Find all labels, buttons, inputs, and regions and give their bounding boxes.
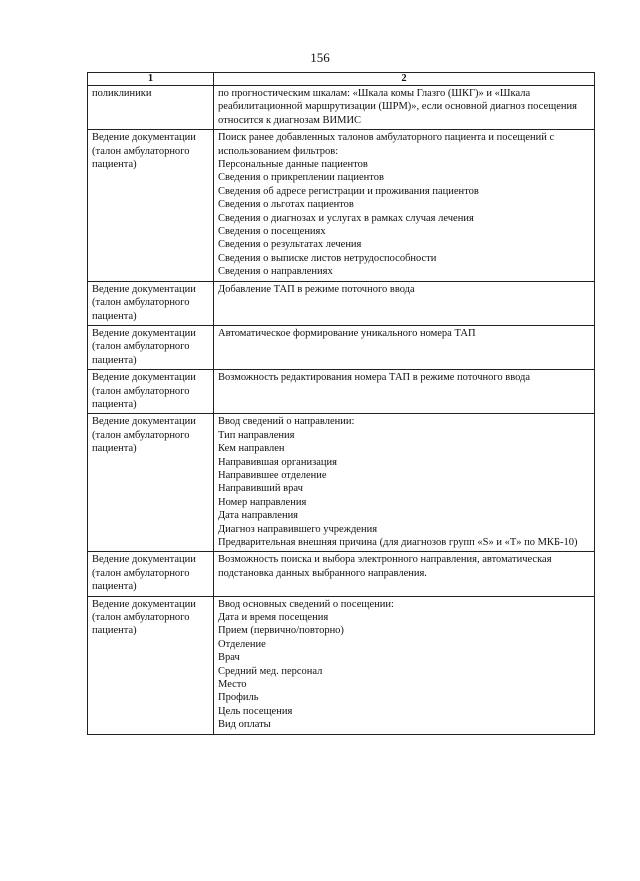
description-line: Сведения о посещениях — [218, 226, 326, 238]
table-row — [88, 281, 595, 325]
description-line: Персональные данные пациентов — [218, 159, 368, 171]
description-cell — [214, 552, 595, 596]
function-text: Ведение документации (талон амбулаторного пациента) — [92, 598, 196, 637]
column-header-1: 1 — [88, 73, 214, 86]
description-line: Возможность редактирования номера ТАП в режиме поточного ввода — [218, 372, 531, 384]
page-number: 156 — [310, 50, 330, 65]
function-cell — [88, 130, 214, 281]
function-cell — [88, 414, 214, 552]
description-line: Сведения о прикреплении пациентов — [218, 172, 384, 184]
table-row — [88, 325, 595, 369]
function-text: Ведение документации (талон амбулаторного пациента) — [92, 283, 196, 322]
description-line: Дата и время посещения — [218, 612, 329, 624]
function-text: Ведение документации (талон амбулаторного пациента) — [92, 416, 196, 455]
requirements-table — [87, 72, 595, 735]
description-line: Кем направлен — [218, 443, 285, 455]
description-line: Сведения о результатах лечения — [218, 239, 362, 251]
description-line: Сведения о диагнозах и услугах в рамках случая лечения — [218, 212, 474, 224]
description-line: Ввод сведений о направлении: — [218, 416, 355, 428]
description-line: Цель посещения — [218, 705, 293, 717]
description-cell — [214, 414, 595, 552]
table-body — [88, 86, 595, 735]
function-text: Ведение документации (талон амбулаторного пациента) — [92, 372, 196, 410]
description-line: Добавление ТАП в режиме поточного ввода — [218, 283, 415, 295]
description-line: Направивший врач — [218, 483, 303, 495]
description-line: Возможность поиска и выбора электронного направления, автоматическая подстановка данных выбранного направления. — [218, 554, 552, 579]
table-row — [88, 596, 595, 734]
description-line: Сведения о льготах пациентов — [218, 199, 354, 211]
function-cell — [88, 552, 214, 596]
description-line: Отделение — [218, 638, 266, 650]
description-cell — [214, 325, 595, 369]
description-line: Поиск ранее добавленных талонов амбулаторного пациента и посещений с использованием фильтров: — [218, 132, 555, 157]
table-row — [88, 552, 595, 596]
description-line: Номер направления — [218, 496, 307, 508]
description-line: Сведения о выписке листов нетрудоспособности — [218, 252, 437, 264]
description-line: Дата направления — [218, 510, 299, 522]
column-header-2: 2 — [214, 73, 595, 86]
description-cell — [214, 281, 595, 325]
description-line: Диагноз направившего учреждения — [218, 523, 378, 535]
description-line: Предварительная внешняя причина (для диагнозов групп «S» и «T» по МКБ-10) — [218, 537, 578, 548]
table-row — [88, 130, 595, 281]
description-line: Сведения об адресе регистрации и проживания пациентов — [218, 185, 479, 197]
table-row — [88, 86, 595, 130]
description-line: Прием (первично/повторно) — [218, 625, 344, 637]
table-header-row — [88, 73, 595, 86]
description-line: Профиль — [218, 692, 259, 704]
description-cell — [214, 370, 595, 414]
table-row — [88, 370, 595, 414]
function-text: Ведение документации (талон амбулаторного пациента) — [92, 327, 196, 366]
function-cell — [88, 86, 214, 130]
description-line: Сведения о направлениях — [218, 266, 333, 278]
function-text: Ведение документации (талон амбулаторного пациента) — [92, 554, 196, 593]
description-line: Автоматическое формирование уникального номера ТАП — [218, 327, 476, 339]
function-cell — [88, 370, 214, 414]
function-cell — [88, 325, 214, 369]
description-line: Врач — [218, 652, 240, 664]
description-line: Ввод основных сведений о посещении: — [218, 598, 394, 610]
function-text: поликлиники — [92, 88, 152, 99]
description-line: Направившая организация — [218, 456, 337, 468]
description-cell — [214, 596, 595, 734]
table-row — [88, 414, 595, 552]
function-text: Ведение документации (талон амбулаторного пациента) — [92, 132, 196, 171]
description-cell — [214, 130, 595, 281]
description-line: Направившее отделение — [218, 469, 327, 481]
description-line: Средний мед. персонал — [218, 665, 323, 677]
description-line: по прогностическим шкалам: «Шкала комы Глазго (ШКГ)» и «Шкала реабилитационной маршрутизации (ШРМ)», если основной диагноз посещения относится к диагнозам ВИМИС — [218, 88, 577, 126]
description-line: Вид оплаты — [218, 719, 271, 731]
function-cell — [88, 596, 214, 734]
description-line: Тип направления — [218, 429, 295, 441]
description-line: Место — [218, 679, 247, 691]
description-cell — [214, 86, 595, 130]
function-cell — [88, 281, 214, 325]
